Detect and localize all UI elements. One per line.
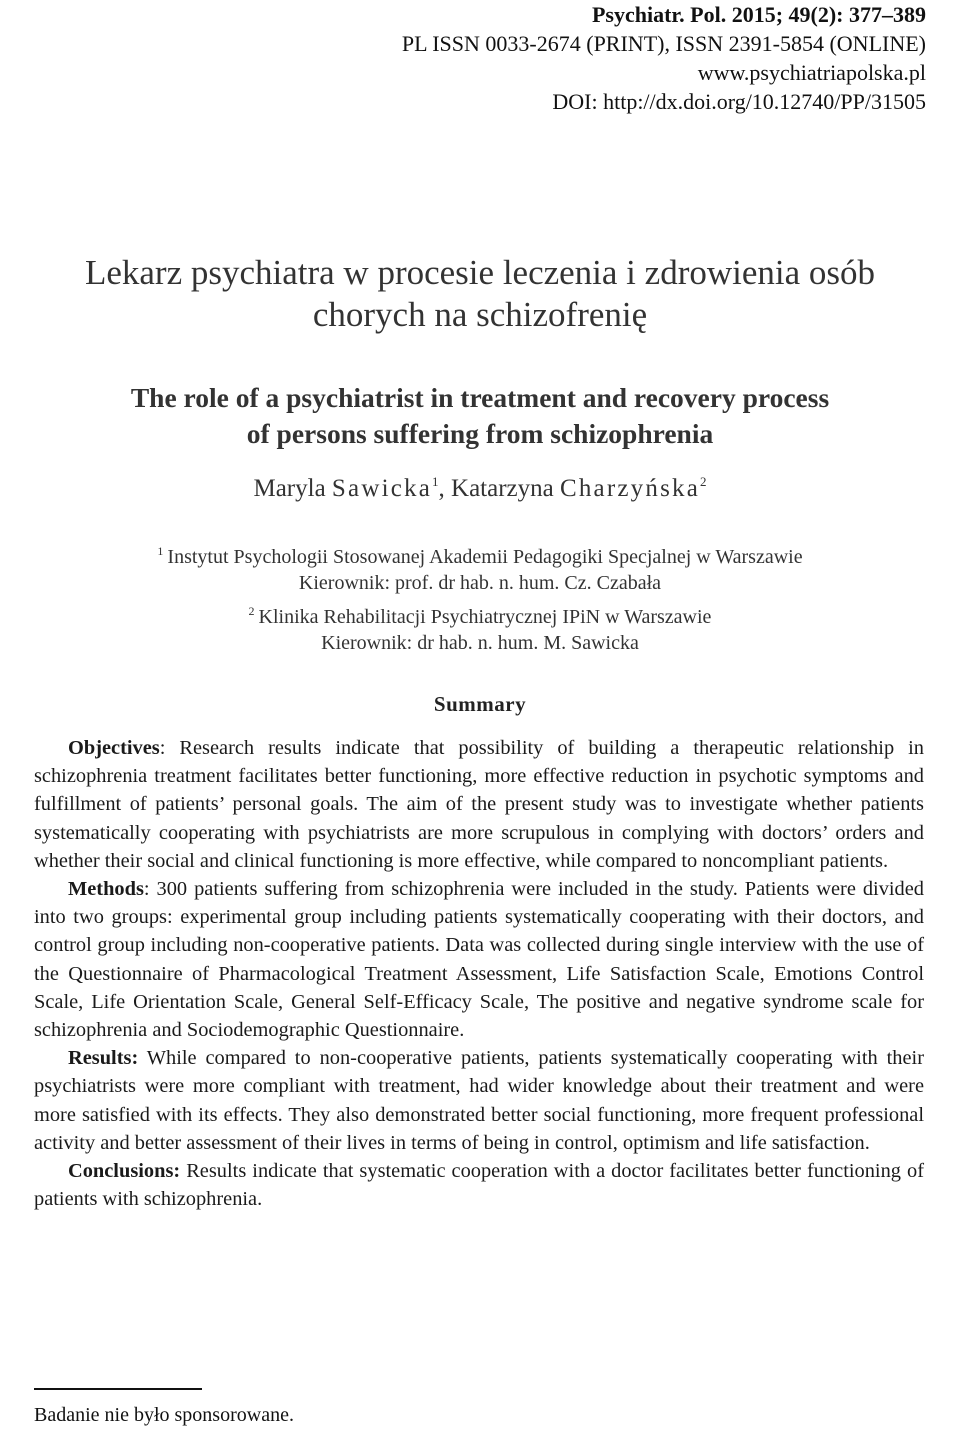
affiliation-1 [0,538,960,596]
affiliation-2-head: Kierownik: dr hab. n. hum. M. Sawicka [321,632,639,654]
affiliation-1-head: Kierownik: prof. dr hab. n. hum. Cz. Czabała [298,572,662,594]
summary-heading: Summary [433,692,527,716]
results-label: Results: [68,1047,139,1070]
footnote: Badanie nie było sponsorowane. [34,1404,294,1426]
title-polish-line-1: Lekarz psychiatra w procesie leczenia i zdrowienia osób [84,253,876,292]
abstract-results [34,1044,924,1157]
methods-text: 300 patients suffering from schizophrenia were included in the study. Patients were divided into two groups: experimental group including patients systematically cooperating with their doctors, and control group including non-cooperative patients. Data was collected during single interview with the use of the Questionnaire of Pharmacological Treatment Assessment, Life Satisfaction Scale, Emotions Control Scale, Life Orientation Scale, General Self-Efficacy Scale, The positive and negative syndrome scale for schizophrenia and Sociodemographic Questionnaire. [34,878,924,1042]
author-2-affil: 2 [700,474,707,489]
conclusions-label: Conclusions: [68,1160,181,1183]
results-text: While compared to non-cooperative patients, patients systematically cooperating with their psychiatrists were more compliant with treatment, had wider knowledge about their treatment and were more satisfied with its effects. They also demonstrated better social functioning, more frequent professional activity and better assessment of their lives in terms of being in control, optimism and life satisfaction. [34,1047,924,1154]
conclusions-text: Results indicate that systematic cooperation with a doctor facilitates better functioning of patients with schizophrenia. [34,1160,924,1211]
author-1-affil: 1 [432,474,439,489]
affiliation-2-number: 2 [248,604,255,618]
abstract-conclusions [34,1157,924,1213]
abstract-methods [34,875,924,1044]
author-2-given: Katarzyna [451,475,554,502]
journal-header [46,0,926,116]
affiliation-2 [0,598,960,656]
objectives-text: Research results indicate that possibility of building a therapeutic relationship in schizophrenia treatment facilitates better functioning, more effective reduction in psychotic symptoms and fulfillment of patients’ personal goals. The aim of the present study was to investigate whether patients systematically cooperating with psychiatrists are more scrupulous in complying with doctors’ orders and whether their social and clinical functioning is more effective, while compared to noncompliant patients. [34,737,924,872]
objectives-label: Objectives [68,737,160,759]
issn-line: PL ISSN 0033-2674 (PRINT), ISSN 2391-5854 (ONLINE) [401,31,926,56]
affiliation-1-name: Instytut Psychologii Stosowanej Akademii Pedagogiki Specjalnej w Warszawie [167,546,803,568]
objectives-sep: : [159,737,166,759]
journal-website[interactable]: www.psychiatriapolska.pl [697,60,926,85]
author-1-given: Maryla [253,475,326,502]
author-1-family: Sawicka [331,475,433,502]
author-list [0,465,960,506]
author-2-family: Charzyńska [559,475,701,502]
methods-label: Methods [68,878,144,901]
affiliation-1-number: 1 [157,544,164,558]
methods-sep: : [143,878,150,901]
author-separator: , [438,475,445,502]
footnote-divider [34,1388,202,1390]
title-polish [0,252,960,336]
title-english-line-2: of persons suffering from schizophrenia [246,418,714,449]
title-english-line-1: The role of a psychiatrist in treatment and recovery process [130,382,830,413]
affiliation-2-name: Klinika Rehabilitacji Psychiatrycznej IPiN w Warszawie [258,606,712,628]
abstract-objectives [34,734,924,875]
journal-reference: Psychiatr. Pol. 2015; 49(2): 377–389 [591,2,926,27]
title-english [0,380,960,452]
title-polish-line-2: chorych na schizofrenię [312,295,648,334]
abstract [34,734,924,1213]
doi-line[interactable]: DOI: http://dx.doi.org/10.12740/PP/31505 [552,89,926,114]
